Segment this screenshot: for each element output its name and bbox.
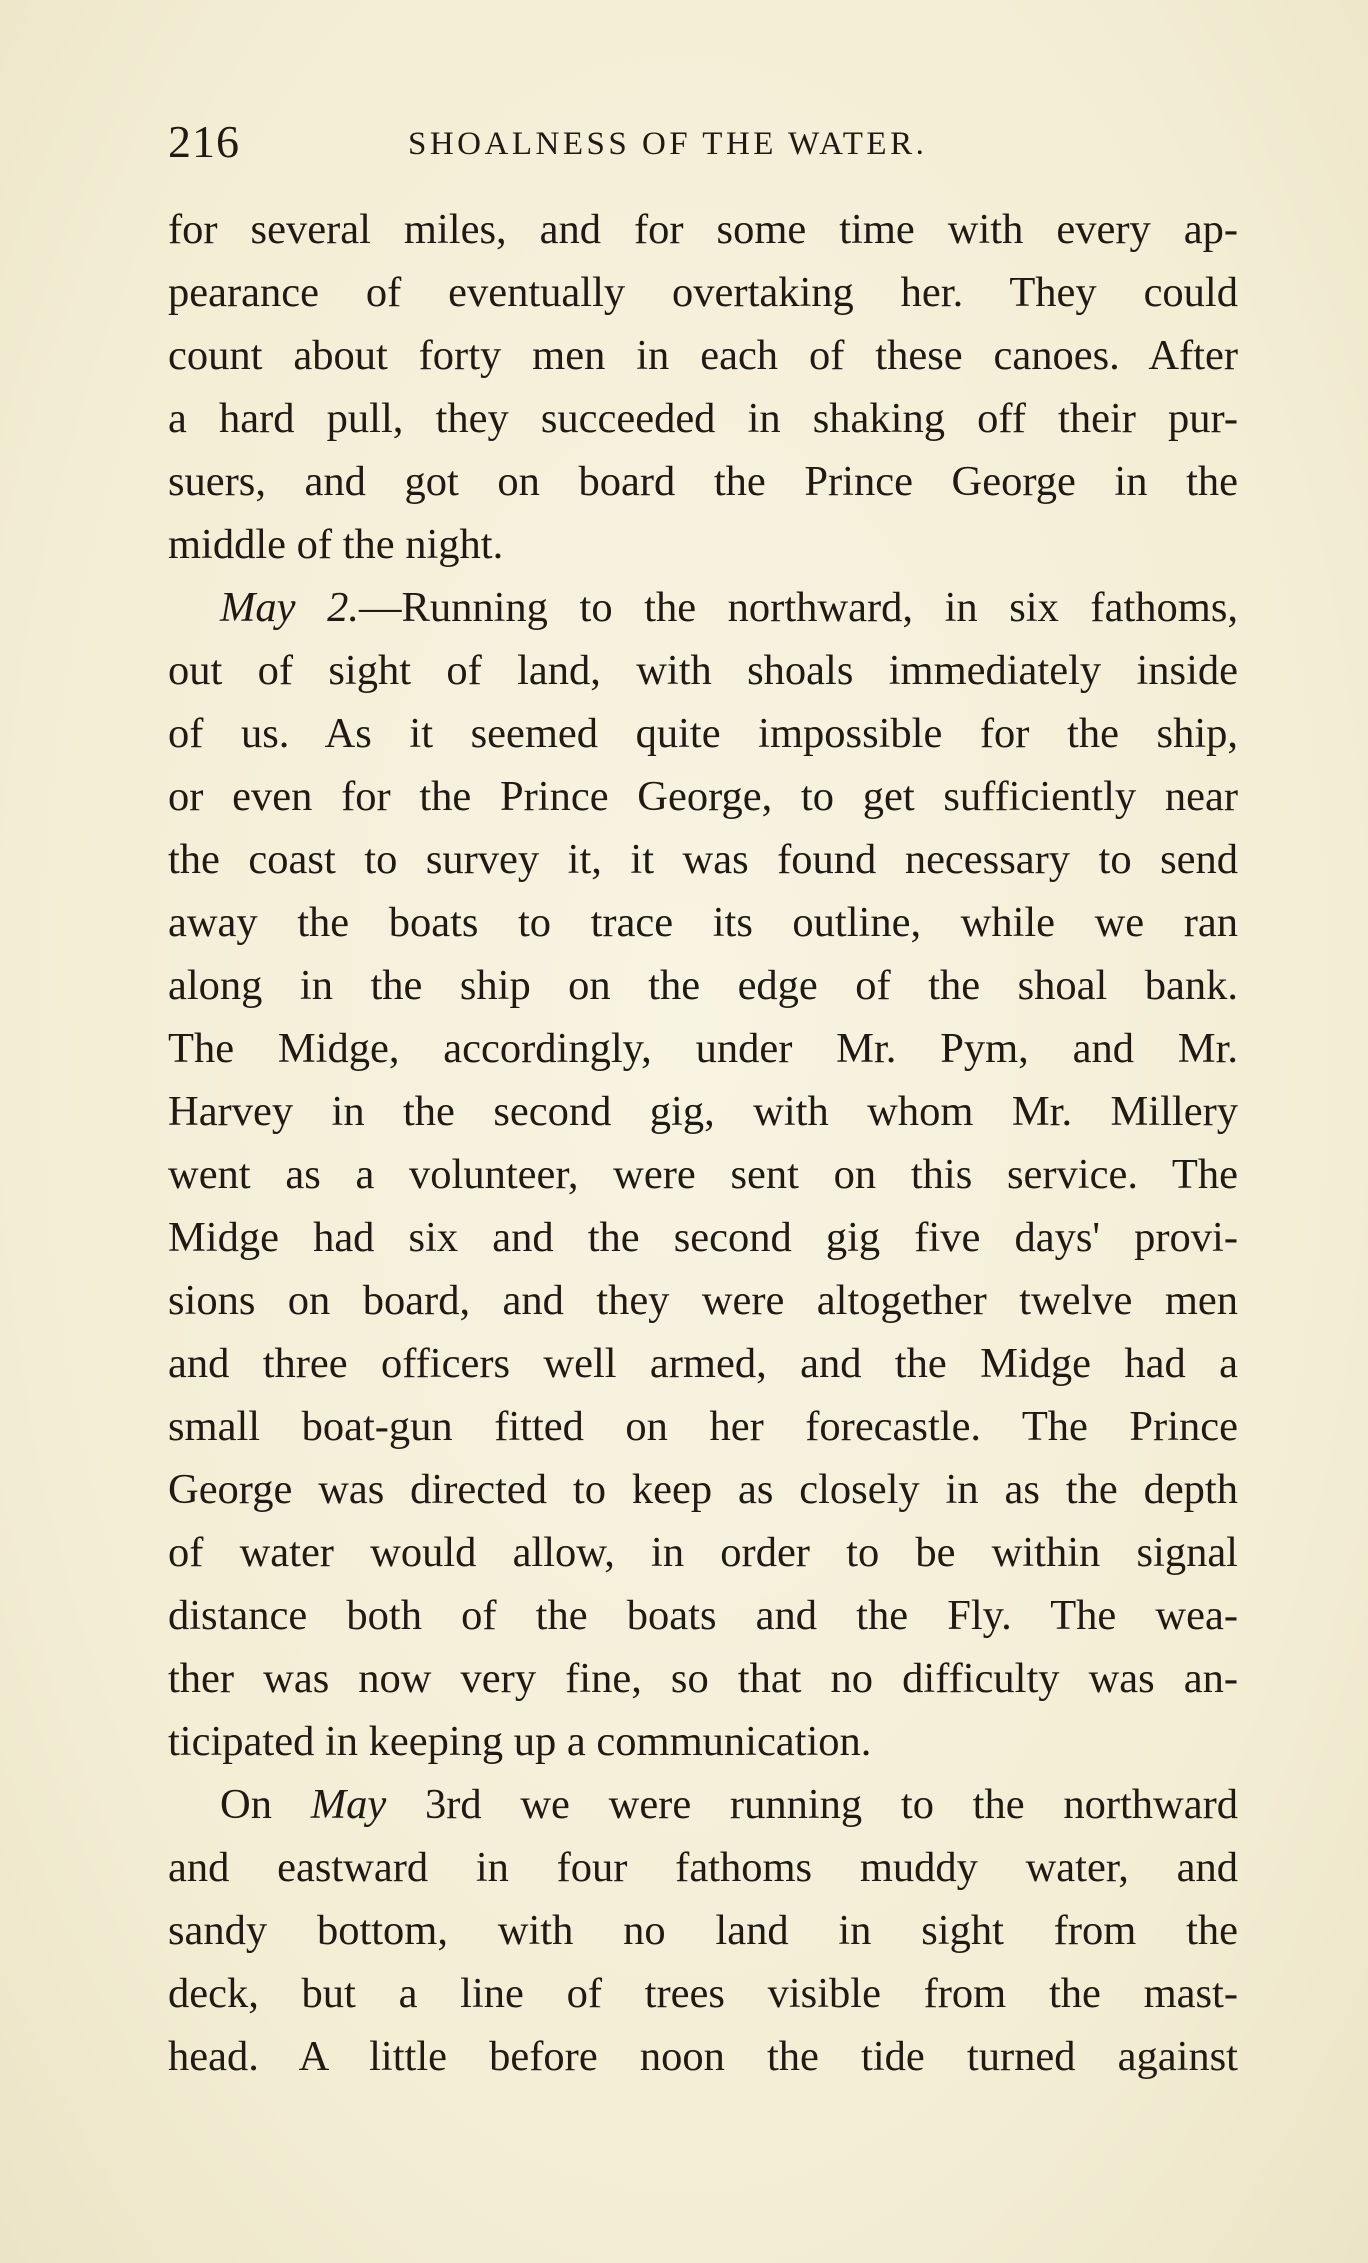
text-line: a hard pull, they succeeded in shaking off their pur- <box>168 395 1238 442</box>
text-line: of us. As it seemed quite impossible for the ship, <box>168 710 1238 757</box>
text-line: George was directed to keep as closely in as the depth <box>168 1466 1238 1513</box>
text-line: and three officers well armed, and the Midge had a <box>168 1340 1238 1387</box>
text-line: ther was now very fine, so that no difficulty was an- <box>168 1655 1238 1702</box>
line-text: On <box>220 1781 311 1828</box>
text-line: sandy bottom, with no land in sight from the <box>168 1907 1238 1954</box>
date-italic: May 2. <box>220 584 359 631</box>
line-text: 3rd we were running to the northward <box>386 1781 1238 1828</box>
text-line: deck, but a line of trees visible from the mast- <box>168 1970 1238 2017</box>
date-italic: May <box>310 1781 387 1828</box>
paragraph-first-line <box>168 576 1238 639</box>
text-line: the coast to survey it, it was found necessary to send <box>168 836 1238 883</box>
page-number: 216 <box>168 116 240 167</box>
text-line: middle of the night. <box>168 521 504 568</box>
text-line: for several miles, and for some time with every ap- <box>168 206 1238 253</box>
text-line: head. A little before noon the tide turned against <box>168 2033 1238 2080</box>
text-line: ticipated in keeping up a communication. <box>168 1718 872 1765</box>
page-header <box>168 112 1250 172</box>
text-line: and eastward in four fathoms muddy water, and <box>168 1844 1238 1891</box>
text-line: went as a volunteer, were sent on this service. The <box>168 1151 1238 1198</box>
text-line: small boat-gun fitted on her forecastle. The Prince <box>168 1403 1238 1450</box>
line-text: —Running to the northward, in six fathoms, <box>359 584 1238 631</box>
body-text <box>168 198 1238 2088</box>
text-line: suers, and got on board the Prince George in the <box>168 458 1238 505</box>
text-line: out of sight of land, with shoals immediately inside <box>168 647 1238 694</box>
text-line: away the boats to trace its outline, while we ran <box>168 899 1238 946</box>
paragraph-first-line <box>168 1773 1238 1836</box>
running-title: SHOALNESS OF THE WATER. <box>408 126 928 162</box>
text-line: The Midge, accordingly, under Mr. Pym, and Mr. <box>168 1025 1238 1072</box>
text-line: Midge had six and the second gig five days' provi- <box>168 1214 1238 1261</box>
text-line: pearance of eventually overtaking her. They could <box>168 269 1238 316</box>
text-line: sions on board, and they were altogether twelve men <box>168 1277 1238 1324</box>
text-line: distance both of the boats and the Fly. The wea- <box>168 1592 1238 1639</box>
text-line: of water would allow, in order to be within signal <box>168 1529 1238 1576</box>
text-line: along in the ship on the edge of the shoal bank. <box>168 962 1238 1009</box>
text-line: or even for the Prince George, to get sufficiently near <box>168 773 1238 820</box>
text-line: count about forty men in each of these canoes. After <box>168 332 1238 379</box>
text-line: Harvey in the second gig, with whom Mr. Millery <box>168 1088 1238 1135</box>
